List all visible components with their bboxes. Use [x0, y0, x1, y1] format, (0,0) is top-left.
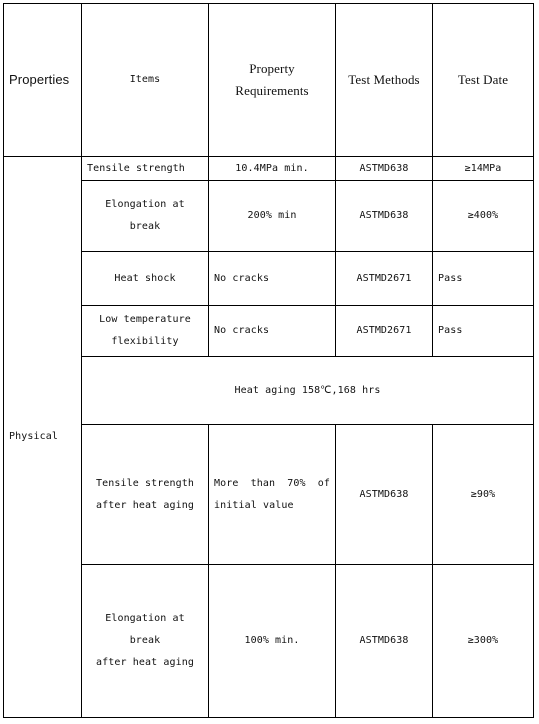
requirement-line2: initial value — [214, 499, 294, 511]
category-physical: Physical — [4, 157, 82, 718]
result-cell: Pass — [433, 306, 534, 357]
properties-table-container — [3, 3, 534, 718]
requirement-cell — [209, 425, 336, 565]
item-cell — [82, 306, 209, 357]
header-requirements-line1: Property — [249, 61, 295, 76]
method-cell: ASTMD638 — [336, 565, 433, 718]
requirement-cell: No cracks — [209, 252, 336, 306]
table-row — [4, 252, 534, 306]
method-cell: ASTMD638 — [336, 181, 433, 252]
result-cell: ≥90% — [433, 425, 534, 565]
header-properties: Properties — [4, 4, 82, 157]
method-cell: ASTMD2671 — [336, 306, 433, 357]
item-line1: Low temperature — [99, 314, 191, 325]
header-test-methods: Test Methods — [336, 4, 433, 157]
method-cell: ASTMD638 — [336, 425, 433, 565]
table-row — [4, 181, 534, 252]
result-cell: ≥400% — [433, 181, 534, 252]
requirement-cell: 10.4MPa min. — [209, 157, 336, 181]
section-heading-row — [4, 357, 534, 425]
table-row — [4, 157, 534, 181]
header-requirements-line2: Requirements — [235, 83, 309, 98]
requirement-cell: 200% min — [209, 181, 336, 252]
item-cell: Elongation at break — [82, 181, 209, 252]
item-line1: Tensile strength — [96, 477, 194, 489]
requirement-cell: No cracks — [209, 306, 336, 357]
item-line1: Elongation at break — [105, 613, 185, 646]
method-cell: ASTMD2671 — [336, 252, 433, 306]
item-line2: after heat aging — [96, 499, 194, 511]
requirement-line1: More than 70% of — [214, 477, 330, 489]
requirement-cell: 100% min. — [209, 565, 336, 718]
result-cell: ≥14MPa — [433, 157, 534, 181]
header-row — [4, 4, 534, 157]
item-cell: Heat shock — [82, 252, 209, 306]
header-items: Items — [82, 4, 209, 157]
section-heading-heat-aging: Heat aging 158℃,168 hrs — [82, 357, 534, 425]
properties-table — [3, 3, 534, 718]
result-cell: ≥300% — [433, 565, 534, 718]
result-cell: Pass — [433, 252, 534, 306]
header-property-requirements — [209, 4, 336, 157]
item-cell — [82, 425, 209, 565]
item-line2: flexibility — [111, 336, 179, 347]
item-cell — [82, 565, 209, 718]
header-test-date: Test Date — [433, 4, 534, 157]
table-row — [4, 565, 534, 718]
table-row — [4, 425, 534, 565]
item-line2: after heat aging — [96, 657, 194, 668]
table-row — [4, 306, 534, 357]
method-cell: ASTMD638 — [336, 157, 433, 181]
item-cell: Tensile strength — [82, 157, 209, 181]
